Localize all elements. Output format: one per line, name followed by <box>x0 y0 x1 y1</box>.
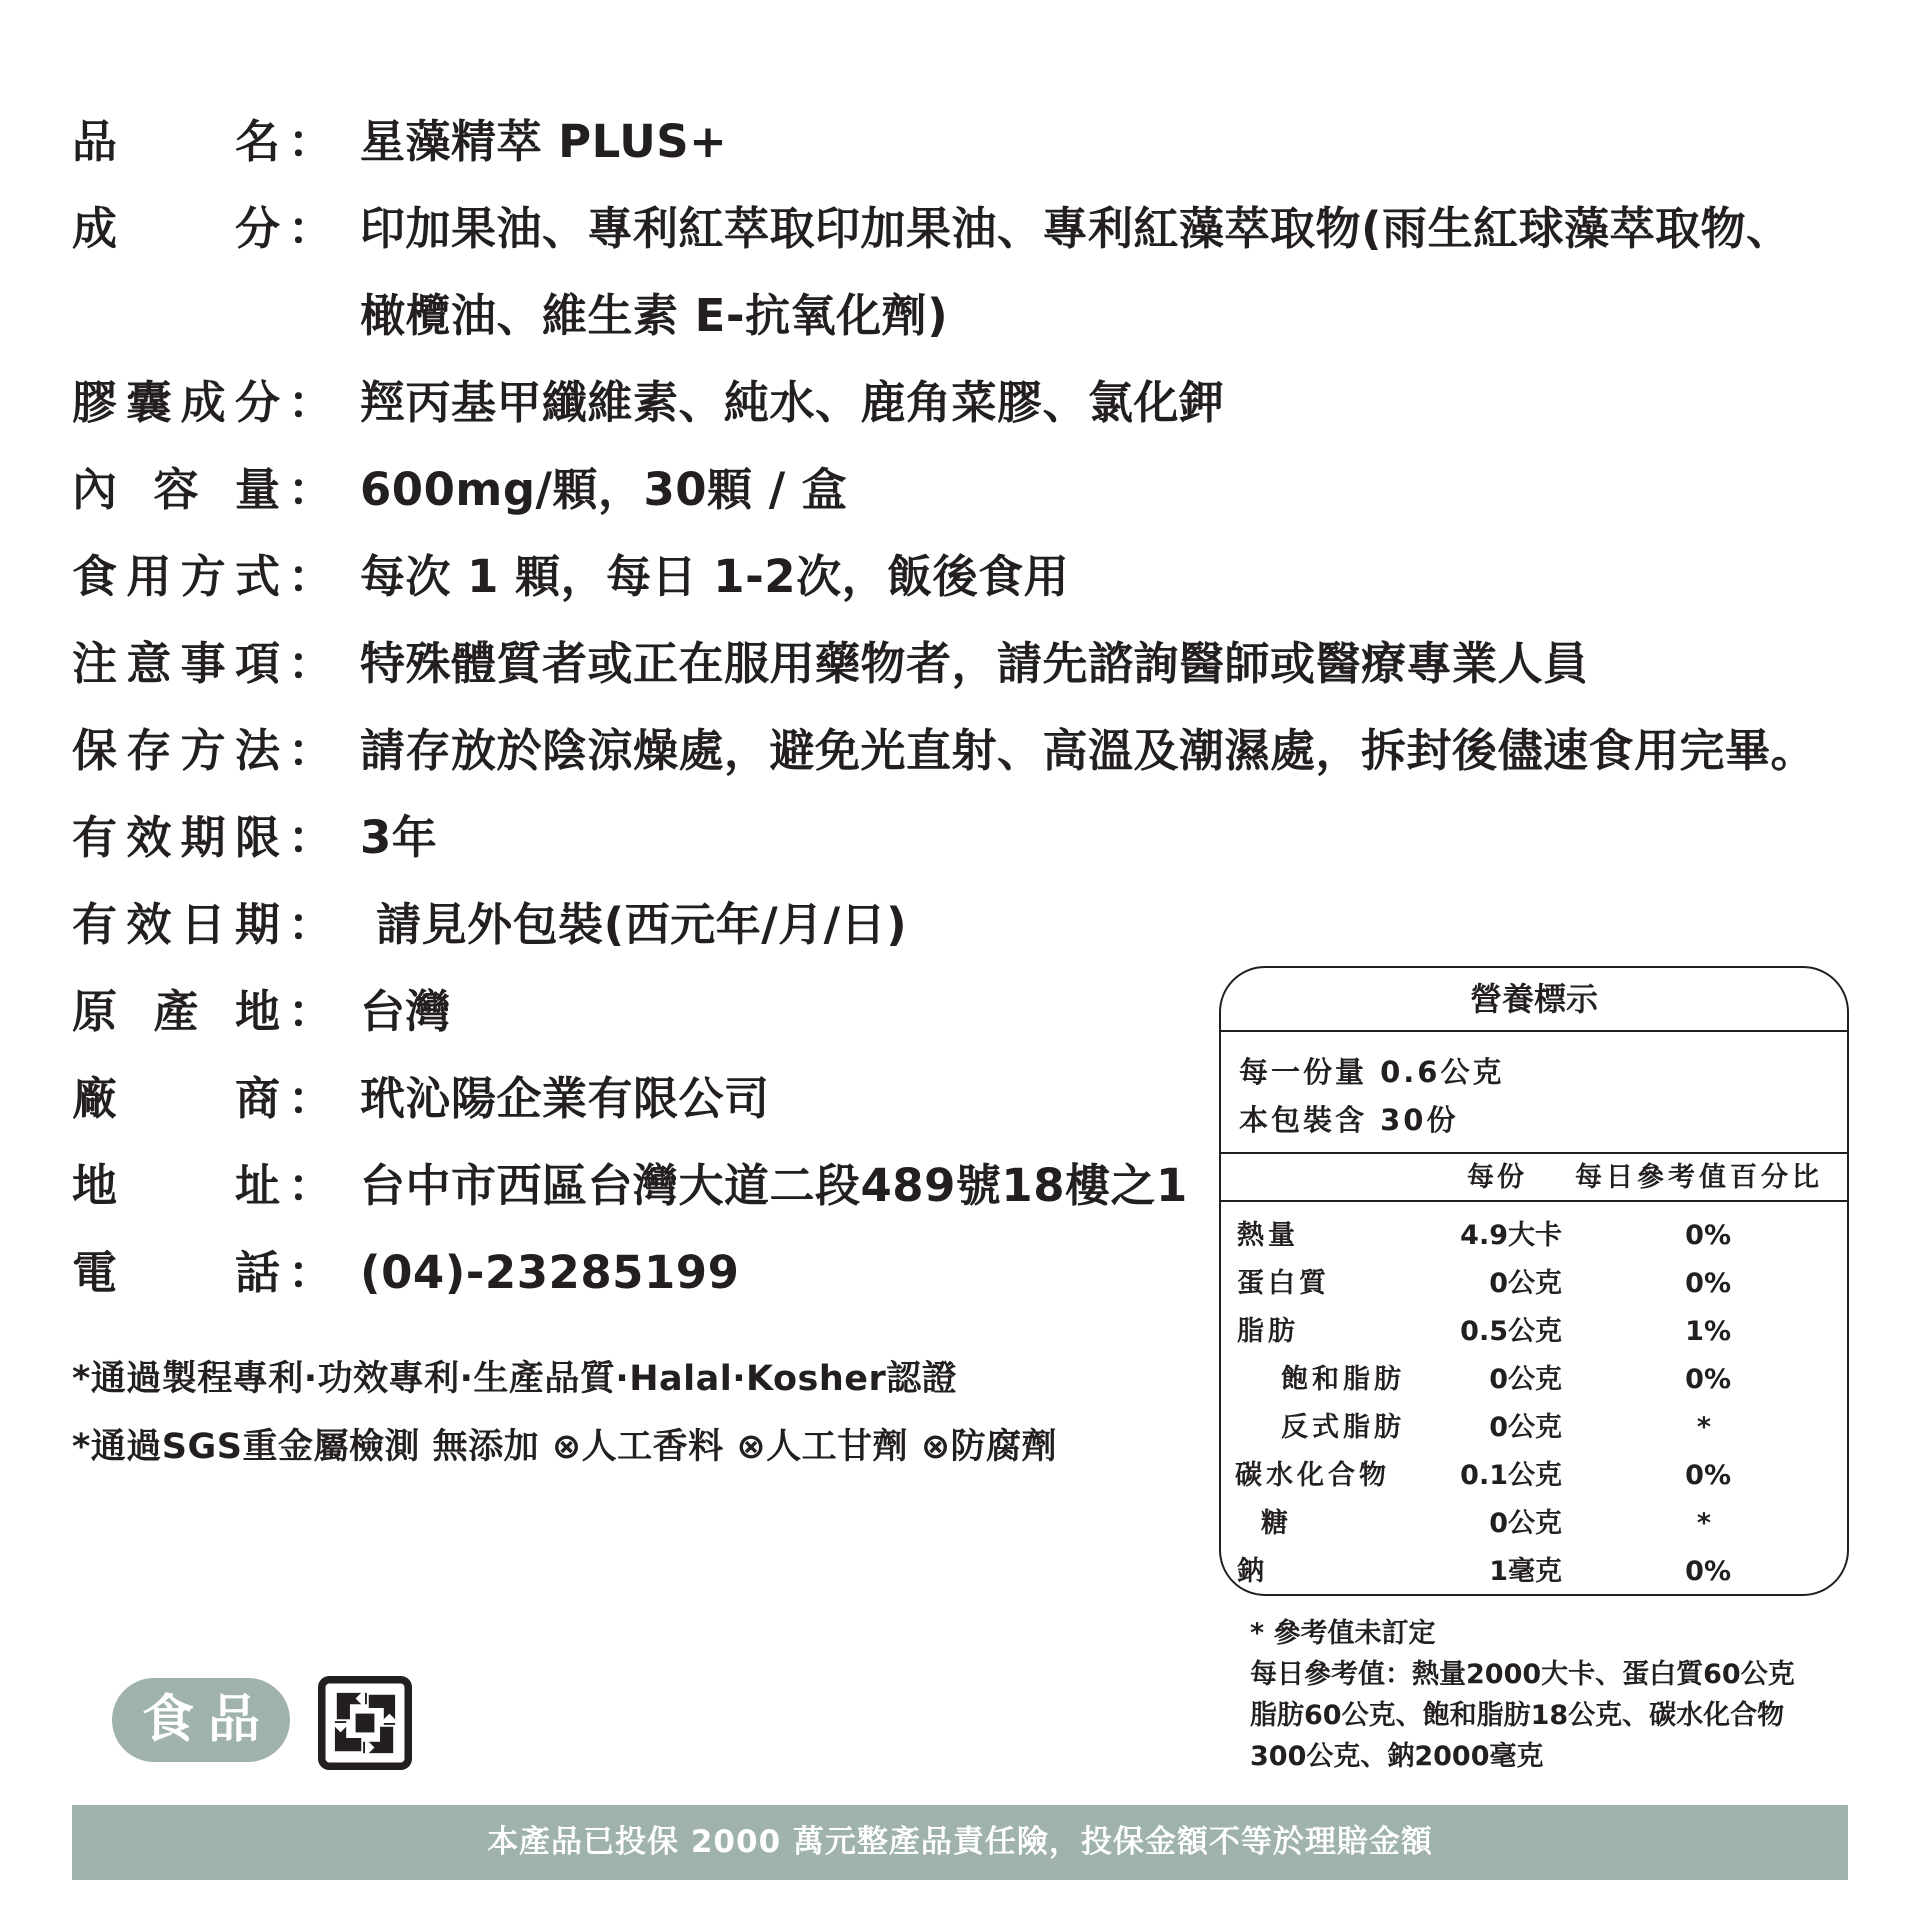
col-daily-percent: 每日參考值百分比 <box>1575 1162 1823 1193</box>
nutrient-name: 蛋白質 <box>1237 1268 1330 1299</box>
spec-colon: ： <box>288 550 334 603</box>
reference-line: 每日參考值：熱量2000大卡、蛋白質60公克 <box>1250 1659 1795 1690</box>
spec-value <box>360 98 1892 185</box>
spec-colon: ： <box>288 637 334 690</box>
nutrient-daily-percent: 0% <box>1685 1460 1731 1491</box>
certification-notes <box>72 1345 1057 1481</box>
nutrient-daily-percent: * <box>1696 1412 1711 1443</box>
spec-label: 原產地 <box>72 985 282 1038</box>
nutrition-row <box>1221 1308 1847 1356</box>
spec-row <box>72 794 1892 881</box>
spec-value-line: 請存放於陰涼燥處，避免光直射、高溫及潮濕處，拆封後儘速食用完畢。 <box>360 724 1817 777</box>
nutrient-name: 脂肪 <box>1237 1316 1299 1347</box>
spec-colon: ： <box>288 985 334 1038</box>
spec-value <box>360 446 1892 533</box>
serving-size: 每一份量 0.6公克 <box>1239 1055 1505 1089</box>
reference-values <box>1250 1613 1795 1777</box>
spec-value-line: 玳沁陽企業有限公司 <box>360 1072 770 1125</box>
spec-value-line: (04)-23285199 <box>360 1246 740 1299</box>
spec-colon: ： <box>288 1246 334 1299</box>
spec-row <box>72 98 1892 185</box>
spec-value-line: 橄欖油、維生素 E-抗氧化劑) <box>360 289 949 342</box>
spec-colon: ： <box>288 811 334 864</box>
nutrition-column-headers <box>1221 1154 1847 1202</box>
nutrition-row <box>1221 1500 1847 1548</box>
nutrient-name: 熱量 <box>1237 1220 1299 1251</box>
spec-label: 食用方式 <box>72 550 282 603</box>
spec-colon: ： <box>288 376 334 429</box>
spec-label: 成分 <box>72 202 282 255</box>
col-per-serving: 每份 <box>1467 1162 1527 1193</box>
spec-value-line: 600mg/顆，30顆 / 盒 <box>360 463 848 516</box>
spec-value-line: 印加果油、專利紅萃取印加果油、專利紅藻萃取物(雨生紅球藻萃取物、 <box>360 202 1792 255</box>
nutrient-value: 0.1公克 <box>1460 1460 1562 1491</box>
nutrient-daily-percent: 1% <box>1685 1316 1731 1347</box>
nutrition-row <box>1221 1548 1847 1596</box>
spec-value-line: 請見外包裝(西元年/月/日) <box>360 898 908 951</box>
spec-colon: ： <box>288 115 334 168</box>
nutrition-row <box>1221 1260 1847 1308</box>
spec-value <box>360 185 1892 359</box>
nutrient-value: 0.5公克 <box>1460 1316 1562 1347</box>
nutrition-row <box>1221 1356 1847 1404</box>
spec-row <box>72 359 1892 446</box>
spec-row <box>72 446 1892 533</box>
spec-row <box>72 533 1892 620</box>
note-sgs: *通過SGS重金屬檢測 無添加 ⊗人工香料 ⊗人工甘劑 ⊗防腐劑 <box>72 1427 1058 1467</box>
nutrient-name: 糖 <box>1261 1508 1292 1539</box>
spec-colon: ： <box>288 1159 334 1212</box>
spec-colon: ： <box>288 1072 334 1125</box>
spec-value <box>360 707 1892 794</box>
nutrition-row <box>1221 1404 1847 1452</box>
spec-colon: ： <box>288 202 334 255</box>
servings-per-package: 本包裝含 30份 <box>1239 1103 1459 1137</box>
nutrient-daily-percent: 0% <box>1685 1364 1731 1395</box>
spec-colon: ： <box>288 898 334 951</box>
spec-label: 注意事項 <box>72 637 282 690</box>
spec-label: 內容量 <box>72 463 282 516</box>
spec-row <box>72 707 1892 794</box>
spec-value-line: 特殊體質者或正在服用藥物者，請先諮詢醫師或醫療專業人員 <box>360 637 1589 690</box>
spec-value <box>360 794 1892 881</box>
nutrient-name: 碳水化合物 <box>1235 1460 1390 1491</box>
spec-value-line: 台灣 <box>360 985 452 1038</box>
nutrient-value: 1毫克 <box>1489 1556 1562 1587</box>
serving-info <box>1221 1032 1847 1154</box>
food-badge: 食品 <box>112 1678 290 1762</box>
spec-label: 有效期限 <box>72 811 282 864</box>
nutrition-rows <box>1221 1202 1847 1596</box>
spec-value <box>360 533 1892 620</box>
nutrient-value: 0公克 <box>1489 1268 1562 1299</box>
spec-value-line: 每次 1 顆，每日 1-2次，飯後食用 <box>360 550 1070 603</box>
nutrient-daily-percent: 0% <box>1685 1268 1731 1299</box>
spec-value-line: 羥丙基甲纖維素、純水、鹿角菜膠、氯化鉀 <box>360 376 1225 429</box>
spec-label: 膠囊成分 <box>72 376 282 429</box>
nutrient-name: 鈉 <box>1237 1556 1268 1587</box>
nutrient-daily-percent: 0% <box>1685 1220 1731 1251</box>
recycle-icon <box>318 1676 412 1770</box>
spec-value-line: 台中市西區台灣大道二段489號18樓之1 <box>360 1159 1188 1212</box>
nutrition-row <box>1221 1212 1847 1260</box>
nutrition-facts-table <box>1219 966 1849 1596</box>
spec-value-line: 3年 <box>360 811 438 864</box>
note-certification: *通過製程專利·功效專利·生產品質·Halal·Kosher認證 <box>72 1359 958 1399</box>
nutrient-value: 0公克 <box>1489 1364 1562 1395</box>
spec-row <box>72 881 1892 968</box>
spec-label: 廠商 <box>72 1072 282 1125</box>
spec-row <box>72 185 1892 359</box>
spec-row <box>72 620 1892 707</box>
reference-line: 300公克、鈉2000毫克 <box>1250 1741 1544 1772</box>
spec-value <box>360 620 1892 707</box>
reference-line: * 參考值未訂定 <box>1250 1618 1436 1649</box>
spec-label: 電話 <box>72 1246 282 1299</box>
nutrient-name: 飽和脂肪 <box>1281 1364 1405 1395</box>
spec-label: 地址 <box>72 1159 282 1212</box>
nutrient-value: 0公克 <box>1489 1508 1562 1539</box>
reference-line: 脂肪60公克、飽和脂肪18公克、碳水化合物 <box>1250 1700 1785 1731</box>
nutrient-name: 反式脂肪 <box>1281 1412 1405 1443</box>
nutrient-value: 0公克 <box>1489 1412 1562 1443</box>
spec-label: 品名 <box>72 115 282 168</box>
nutrition-title: 營養標示 <box>1221 968 1847 1032</box>
spec-colon: ： <box>288 724 334 777</box>
nutrient-daily-percent: 0% <box>1685 1556 1731 1587</box>
spec-colon: ： <box>288 463 334 516</box>
nutrient-daily-percent: * <box>1696 1508 1711 1539</box>
spec-value <box>360 881 1892 968</box>
nutrition-row <box>1221 1452 1847 1500</box>
spec-value <box>360 359 1892 446</box>
spec-label: 保存方法 <box>72 724 282 777</box>
nutrient-value: 4.9大卡 <box>1460 1220 1562 1251</box>
insurance-banner: 本產品已投保 2000 萬元整產品責任險，投保金額不等於理賠金額 <box>72 1805 1848 1880</box>
spec-value-line: 星藻精萃 PLUS+ <box>360 115 728 168</box>
spec-label: 有效日期 <box>72 898 282 951</box>
